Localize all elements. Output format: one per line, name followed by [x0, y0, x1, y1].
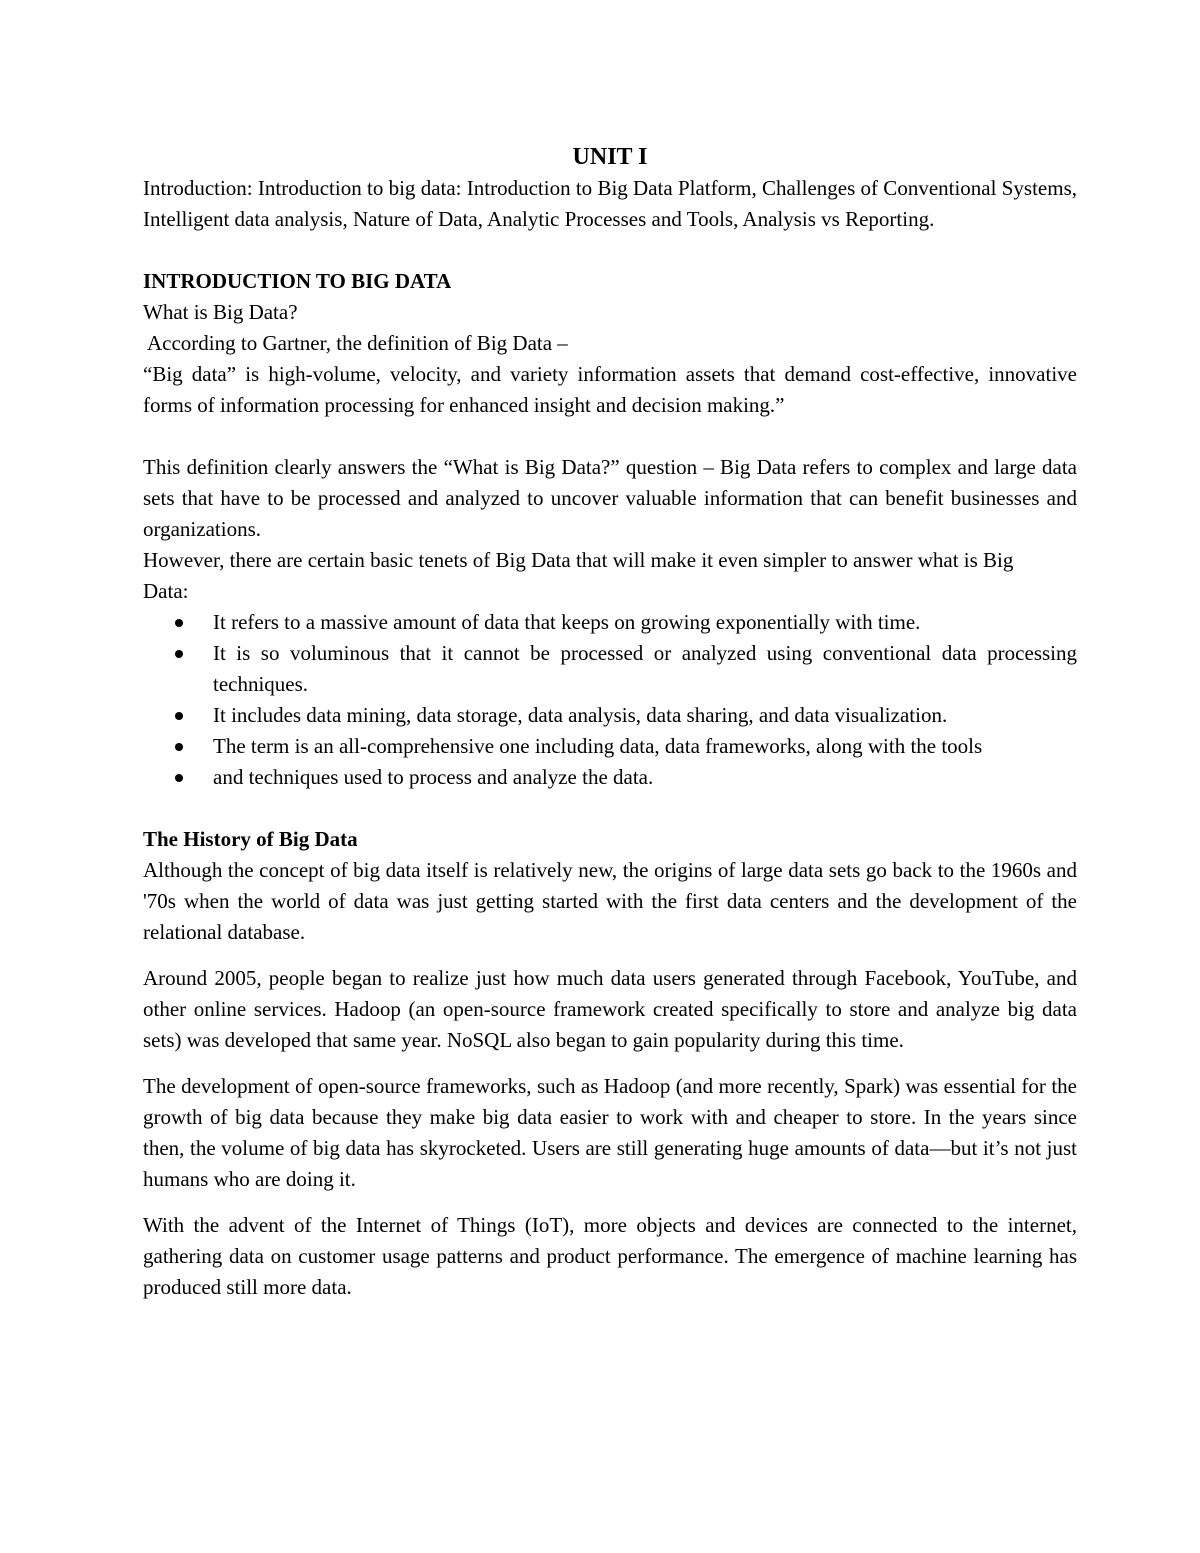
gartner-quote: “Big data” is high-volume, velocity, and variety information assets that demand cost-effective, innovative forms of information processing for enhanced insight and decision making.” [143, 362, 1077, 417]
list-item [143, 607, 1077, 638]
history-paragraph: The development of open-source frameworks, such as Hadoop (and more recently, Spark) was essential for the growth of big data because they make big data easier to work with and cheaper to store. In the years since then, the volume of big data has skyrocketed. Users are still generating huge amounts of data—but it’s not just humans who are doing it. [143, 1074, 1077, 1191]
bullet-icon [175, 774, 183, 782]
list-item-text: The term is an all-comprehensive one including data, data frameworks, along with the tools [213, 734, 983, 758]
definition-paragraph: This definition clearly answers the “What is Big Data?” question – Big Data refers to complex and large data sets that have to be processed and analyzed to uncover valuable information that can benefit businesses and organizations. [143, 455, 1077, 541]
unit-title: UNIT I [572, 144, 648, 170]
section-heading-introduction: INTRODUCTION TO BIG DATA [143, 269, 452, 293]
bullet-icon [175, 619, 183, 627]
list-item [143, 762, 1077, 793]
gartner-lead: According to Gartner, the definition of Big Data – [147, 331, 568, 355]
history-paragraph: Around 2005, people began to realize just how much data users generated through Facebook, YouTube, and other online services. Hadoop (an open-source framework created specifically to store and analyze big data sets) was developed that same year. NoSQL also began to gain popularity during this time. [143, 966, 1077, 1052]
tenets-list [143, 607, 1077, 793]
bullet-icon [175, 712, 183, 720]
history-paragraph: With the advent of the Internet of Things (IoT), more objects and devices are connected to the internet, gathering data on customer usage patterns and product performance. The emergence of machine learning has produced still more data. [143, 1213, 1077, 1299]
history-paragraph: Although the concept of big data itself is relatively new, the origins of large data sets go back to the 1960s and '70s when the world of data was just getting started with the first data centers and the development of the relational database. [143, 858, 1077, 944]
intro-paragraph: Introduction: Introduction to big data: Introduction to Big Data Platform, Challenges of Conventional Systems, Intelligent data analysis, Nature of Data, Analytic Processes and Tools, Analysis vs Reporting. [143, 176, 1077, 231]
list-item [143, 638, 1077, 700]
list-item-text: It is so voluminous that it cannot be processed or analyzed using conventional data processing techniques. [213, 641, 1077, 696]
bullet-icon [175, 743, 183, 751]
tenets-lead: However, there are certain basic tenets of Big Data that will make it even simpler to answer what is Big Data: [143, 548, 1014, 603]
document-page [143, 140, 1077, 1303]
list-item [143, 700, 1077, 731]
list-item-text: It includes data mining, data storage, data analysis, data sharing, and data visualization. [213, 703, 948, 727]
section-heading-history: The History of Big Data [143, 827, 358, 851]
what-is-big-data-question: What is Big Data? [143, 300, 298, 324]
list-item-text: It refers to a massive amount of data that keeps on growing exponentially with time. [213, 610, 921, 634]
list-item [143, 731, 1077, 762]
list-item-text: and techniques used to process and analyze the data. [213, 765, 654, 789]
bullet-icon [175, 650, 183, 658]
